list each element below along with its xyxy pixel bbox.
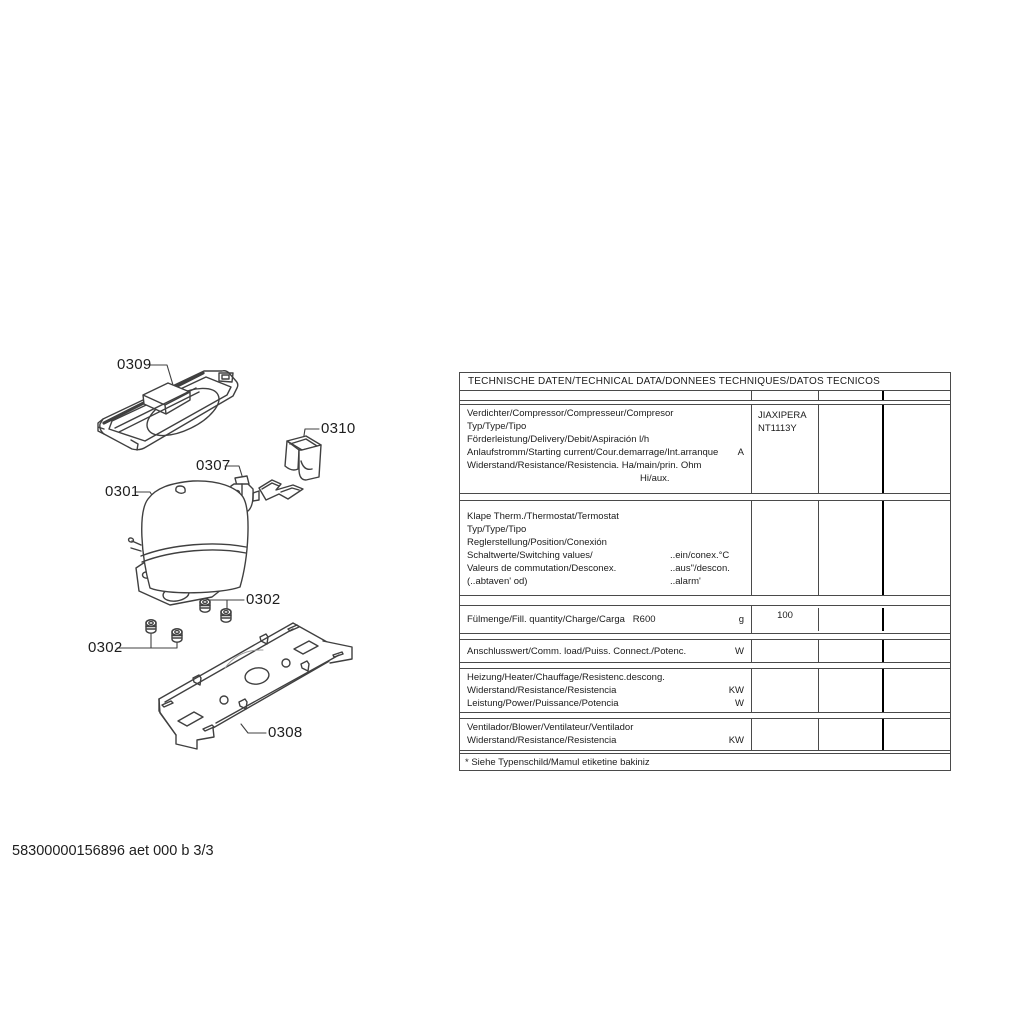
- part-label-0301: 0301: [105, 483, 140, 500]
- row-label: Typ/Type/Tipo: [467, 524, 527, 535]
- unit: g: [738, 614, 744, 625]
- base-plate-part: [159, 623, 352, 749]
- row-label: Anlaufstromm/Starting current/Cour.demarrage/Int.arranque A: [467, 446, 747, 459]
- section-blower: [460, 718, 950, 751]
- part-label-0307: 0307: [196, 457, 231, 474]
- grommet-part: [200, 599, 210, 612]
- compressor-type-value: JIAXIPERA NT1113Y: [758, 410, 807, 434]
- row-label: Typ/Type/Tipo: [467, 421, 527, 432]
- compressor-cover-part: [285, 436, 321, 480]
- row-label: (..abtaven' od) ..alarm': [467, 576, 701, 587]
- row-label: Fülmenge/Fill. quantity/Charge/Carga R600 g: [467, 613, 747, 626]
- drip-tray-part: [98, 371, 238, 450]
- section-fill-quantity: [460, 605, 950, 634]
- fill-quantity-value: 100: [751, 606, 818, 633]
- row-label: Valeurs de commutation/Desconex. ..aus"/descon.: [467, 563, 730, 574]
- part-label-0302-right: 0302: [246, 591, 281, 608]
- compressor-part: [128, 481, 248, 605]
- part-label-0310: 0310: [321, 420, 356, 437]
- technical-data-table: [459, 372, 951, 771]
- table-title: TECHNISCHE DATEN/TECHNICAL DATA/DONNEES TECHNIQUES/DATOS TECNICOS: [460, 373, 950, 391]
- section-heater: [460, 668, 950, 713]
- row-label: Verdichter/Compressor/Compresseur/Compresor: [467, 408, 674, 419]
- part-label-0302-left: 0302: [88, 639, 123, 656]
- part-label-0309: 0309: [117, 356, 152, 373]
- section-compressor: [460, 404, 950, 494]
- row-label: Reglerstellung/Position/Conexión: [467, 537, 607, 548]
- section-thermostat: [460, 500, 950, 596]
- row-label: Klape Therm./Thermostat/Termostat: [467, 511, 619, 522]
- row-label: Ventilador/Blower/Ventilateur/Ventilador: [467, 722, 634, 733]
- exploded-parts-drawing: [85, 340, 385, 790]
- cover-clip-part: [259, 480, 303, 500]
- unit: KW: [728, 735, 744, 746]
- grommet-part: [172, 629, 182, 642]
- section-connected-load: [460, 639, 950, 663]
- part-label-0308: 0308: [268, 724, 303, 741]
- row-label: Hi/aux.: [640, 473, 670, 484]
- row-label: Schaltwerte/Switching values/ ..ein/conex.°C: [467, 550, 730, 561]
- unit: W: [735, 645, 744, 657]
- row-label: Heizung/Heater/Chauffage/Resistenc.descong.: [467, 672, 665, 683]
- row-label: Widerstand/Resistance/Resistencia KW: [467, 684, 747, 697]
- grommet-part: [221, 609, 231, 622]
- table-column-band: [460, 391, 950, 401]
- document-number: 58300000156896 aet 000 b 3/3: [12, 843, 214, 859]
- unit: KW: [728, 685, 744, 696]
- unit: W: [735, 698, 744, 709]
- table-footnote: * Siehe Typenschild/Mamul etiketine bakiniz: [460, 753, 950, 770]
- row-label: Leistung/Power/Puissance/Potencia W: [467, 697, 747, 710]
- row-label: Widerstand/Resistance/Resistencia. Ha/main/prin. Ohm: [467, 460, 702, 471]
- row-label: Widerstand/Resistance/Resistencia KW: [467, 734, 747, 747]
- unit: A: [737, 447, 744, 458]
- grommet-part: [146, 620, 156, 633]
- row-label: Förderleistung/Delivery/Debit/Aspiración l/h: [467, 434, 650, 445]
- row-label: Anschlusswert/Comm. load/Puiss. Connect./Potenc. W: [467, 645, 747, 658]
